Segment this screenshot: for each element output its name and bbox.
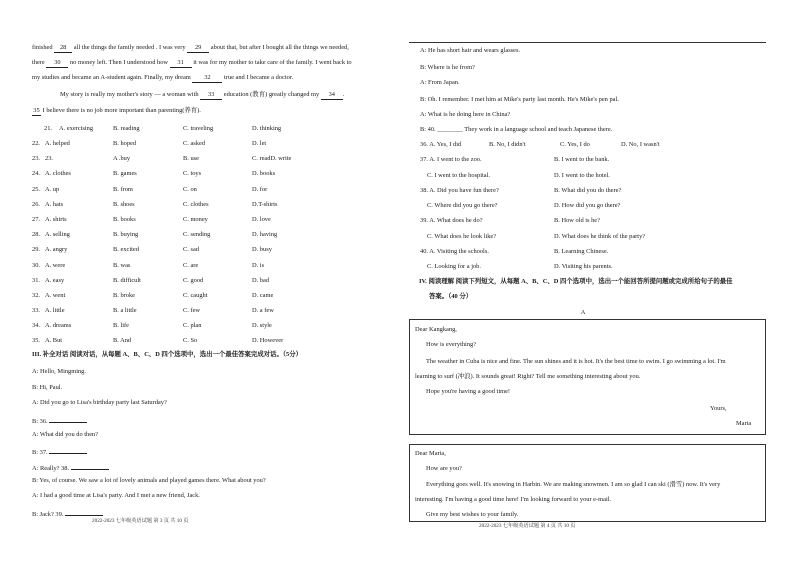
option-b: B. from [113, 186, 133, 193]
letter-2-box [409, 444, 766, 522]
passage-line-3: my studies and became an A-student again. Finally, my dream 32 true and I became a doctor. [32, 74, 294, 81]
option-a: 40. A. Visiting the schools. [420, 248, 489, 255]
dialogue-line: A: What is he doing here in China? [420, 111, 511, 118]
option-d: D. thinking [252, 125, 282, 132]
blank-31: 31 [170, 59, 192, 68]
option-d: D. for [252, 186, 268, 193]
option-b: B. games [113, 170, 137, 177]
dialogue-line [32, 446, 87, 457]
option-d: D.T-shirts [252, 201, 278, 208]
option-a: A. easy [45, 277, 65, 284]
letter-1-box [409, 319, 766, 435]
blank-34: 34 [321, 91, 343, 100]
option-d: C. readD. write [252, 155, 292, 162]
question-number: 32. [32, 292, 40, 299]
option-c: C. So [183, 337, 198, 344]
option-b: B. broke [113, 292, 136, 299]
blank-33: 33 [200, 91, 222, 100]
dialogue-line: B: Oh. I remember. I met him at Mike's party last month. He's Mike's pen pal. [420, 96, 619, 103]
option-a: A. clothes [45, 170, 71, 177]
option-a: A. up [45, 186, 60, 193]
option-a: A. angry [45, 246, 68, 253]
option-d: D. bad [252, 277, 270, 284]
option-b: D. I went to the hotel. [554, 172, 610, 179]
dialogue-text: B: Hi, Paul. [32, 384, 63, 391]
option-a: A. dreams [45, 322, 72, 329]
passage-label: A [580, 309, 586, 316]
page-footer-right: 2022-2023 七年级英语试题 第 4 页 共 10 页 [479, 523, 576, 529]
dialogue-text: A: I had a good time at Lisa's party. And I met a new friend, Jack. [32, 492, 200, 499]
option-a: C. Where did you go there? [427, 202, 498, 209]
page-footer-left: 2022-2023 七年级英语试题 第 3 页 共 10 页 [92, 518, 189, 524]
letter-1-salutation: Dear Kangkang, [415, 326, 457, 333]
option-a: A. went [45, 292, 66, 299]
letter-1-signature: Maria [736, 420, 752, 427]
option-c: C. are [183, 262, 199, 269]
option-c: C. money [183, 216, 208, 223]
letter-1-line: learning to surf (冲浪). It sounds great! Right? Tell me something interesting about you. [415, 373, 641, 380]
option-a: 37. A. I went to the zoo. [420, 156, 482, 163]
option-d: D. is [252, 262, 265, 269]
dialogue-text: B: 37. [32, 449, 50, 456]
option-a: 38. A. Did you have fun there? [420, 187, 499, 194]
dialogue-line [32, 368, 86, 376]
option-a: A. selling [45, 231, 70, 238]
option-d: D. books [252, 170, 276, 177]
option-a: A. helped [45, 140, 70, 147]
right-page [397, 0, 794, 576]
option-d: D. let [252, 140, 267, 147]
option-a: A. exercising [59, 125, 94, 132]
question-number: 34. [32, 322, 40, 329]
question-number: 35. [32, 337, 40, 344]
option-b: B. was [113, 262, 131, 269]
question-number: 23. [32, 155, 40, 162]
option-c: C. toys [183, 170, 202, 177]
letter-2-line: Everything goes well. It's snowing in Harbin. We are making snowmen. I am so glad I can ski (滑雪) now. It's very [426, 481, 721, 488]
letter-1-line: Hope you're having a good time! [426, 388, 511, 395]
dialogue-text: A: Did you go to Lisa's birthday party last Saturday? [32, 399, 167, 406]
option-a: C. What does he look like? [427, 233, 497, 240]
option-b: B. shoes [113, 201, 135, 208]
letter-2-line: How are you? [426, 465, 462, 472]
option-a: A. shirts [45, 216, 67, 223]
option-b: B. What did you do there? [554, 187, 622, 194]
dialogue-line [32, 415, 87, 426]
section-4-title-line-1: IV. 阅读理解 阅读下列短文，从每题 A、B、C、D 四个选项中，选出一个能回答所提问题或完成所给句子的最佳 [419, 278, 733, 285]
dialogue-text: B: 36. [32, 418, 50, 425]
blank-29: 29 [187, 44, 209, 53]
passage-line-5: 35 I believe there is no job more important than parenting(养育). [33, 107, 201, 114]
option-d: D. a few [252, 307, 274, 314]
option-d: D. style [252, 322, 272, 329]
dialogue-line [32, 399, 167, 407]
passage-line-2: there 30 no money left. Then I understood how 31 it was for my mother to take care of the family. I went back to [32, 59, 352, 66]
blank-30: 30 [46, 59, 68, 68]
option-c: C. sad [183, 246, 199, 253]
letter-2-salutation: Dear Maria, [415, 450, 446, 457]
option-a: 36. A. Yes, I did [420, 141, 462, 148]
option-b: B. difficult [113, 277, 141, 284]
dialogue-line [32, 384, 62, 392]
dialogue-line: A: He has short hair and wears glasses. [420, 47, 521, 54]
option-d: D. However [252, 337, 284, 344]
letter-2-line: interesting. I'm having a good time here! I'm looking forward to your e-mail. [415, 496, 612, 503]
letter-1-line: How is everything? [426, 341, 477, 348]
option-a: C. Looking for a job. [427, 263, 481, 270]
option-c: C. asked [183, 140, 206, 147]
option-c: C. good [183, 277, 204, 284]
dialogue-text: A: What did you do then? [32, 431, 99, 438]
dialogue-line [32, 462, 109, 473]
answer-blank-37[interactable] [49, 446, 87, 454]
letter-1-line: The weather in Cuba is nice and fine. The sun shines and it is hot. It's the best time to swim. I go swimming a lot. I'm [426, 358, 726, 365]
option-c: C. sending [183, 231, 211, 238]
question-number: 27. [32, 216, 40, 223]
dialogue-text: B: Yes, of course. We saw a lot of lovely animals and played games there. What about you? [32, 477, 266, 484]
question-number: 22. [32, 140, 40, 147]
answer-blank-36[interactable] [49, 415, 87, 423]
option-b: D. What does he think of the party? [554, 233, 646, 240]
dialogue-line [32, 431, 98, 439]
option-b: B. a little [113, 307, 137, 314]
option-b: B. No, I didn't [489, 141, 526, 148]
dialogue-text: B: Jack? 39. [32, 511, 66, 518]
option-a: A. were [45, 262, 66, 269]
section-3-title: III. 补全对话 阅读对话，从每题 A、B、C、D 四个选项中，选出一个最佳答案完成对话。（5分） [32, 351, 303, 358]
question-number: 26. [32, 201, 40, 208]
question-number: 28. [32, 231, 40, 238]
option-b: B. reading [113, 125, 140, 132]
answer-blank-39[interactable] [65, 508, 103, 516]
question-number: 31. [32, 277, 40, 284]
option-c: C. clothes [183, 201, 209, 208]
option-d: D. having [252, 231, 278, 238]
option-c: C. caught [183, 292, 208, 299]
top-rule [409, 42, 766, 43]
option-b: A .buy [113, 155, 131, 162]
option-b: B. books [113, 216, 136, 223]
option-b: B. How old is he? [554, 217, 600, 224]
option-d: D. busy [252, 246, 272, 253]
option-d: D. No, I wasn't [621, 141, 660, 148]
option-a: A. little [45, 307, 65, 314]
option-d: D. love [252, 216, 271, 223]
option-a: A. But [45, 337, 63, 344]
dialogue-line: A: From Japan. [420, 79, 460, 86]
letter-2-line: Give my best wishes to your family. [426, 511, 519, 518]
option-c: C. Yes, I do [560, 141, 590, 148]
answer-blank-38[interactable] [71, 462, 109, 470]
passage-line-4: My story is really my mother's story — a woman with 33 education (教育) greatly changed my 34 . [60, 91, 345, 98]
question-number: 25. [32, 186, 40, 193]
question-number: 29. [32, 246, 40, 253]
option-c: C. plan [183, 322, 202, 329]
question-number: 33. [32, 307, 40, 314]
dialogue-line [32, 477, 266, 485]
letter-1-closing: Yours, [710, 405, 727, 412]
option-a: A. hats [45, 201, 64, 208]
blank-35: 35 [33, 107, 40, 114]
option-b: D. Visiting his parents. [554, 263, 613, 270]
dialogue-line [32, 492, 200, 500]
option-a: 23. [45, 155, 53, 162]
question-number: 30. [32, 262, 40, 269]
option-c: C. few [183, 307, 201, 314]
option-b: B. I went to the bank. [554, 156, 610, 163]
option-a: 39. A. What does he do? [420, 217, 483, 224]
option-c: C. traveling [183, 125, 214, 132]
dialogue-line: B: Where is he from? [420, 64, 475, 71]
option-b: D. How did you go there? [554, 202, 621, 209]
option-c: C. on [183, 186, 197, 193]
option-b: B. buying [113, 231, 139, 238]
option-b: B. life [113, 322, 129, 329]
question-number: 21. [44, 125, 52, 132]
dialogue-line: B: 40. ________ They work in a language school and teach Japanese there. [420, 126, 613, 133]
question-number: 24. [32, 170, 40, 177]
blank-32: 32 [192, 74, 222, 83]
dialogue-text: A: Hello, Mingming. [32, 368, 86, 375]
passage-line-1: finished 28 all the things the family needed . I was very 29 about that, but after I bought all the things we needed, [32, 44, 349, 51]
option-c: B. use [183, 155, 199, 162]
option-b: B. Learning Chinese. [554, 248, 609, 255]
option-b: B. And [113, 337, 132, 344]
option-a: C. I went to the hospital. [427, 172, 491, 179]
section-4-title-line-2: 答案。（40 分） [429, 293, 473, 300]
option-b: B. hoped [113, 140, 137, 147]
blank-28: 28 [54, 44, 72, 53]
option-b: B. excited [113, 246, 139, 253]
dialogue-text: A: Really? 38. [32, 465, 71, 472]
option-d: D. came [252, 292, 274, 299]
